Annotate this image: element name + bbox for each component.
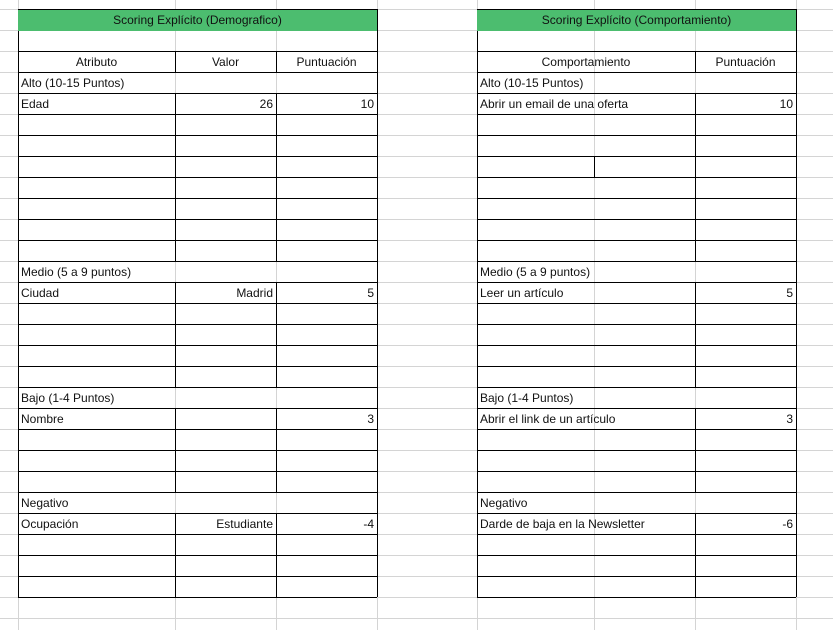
comportamiento-table-cell[interactable]: Darde de baja en la Newsletter bbox=[480, 517, 645, 531]
demografico-table-cell[interactable] bbox=[175, 157, 276, 178]
demografico-table-cell[interactable] bbox=[175, 472, 276, 493]
comportamiento-table-cell[interactable] bbox=[477, 430, 695, 451]
comportamiento-table-cell[interactable] bbox=[695, 304, 796, 325]
demografico-table-cell[interactable] bbox=[276, 136, 377, 157]
demografico-table-cell[interactable] bbox=[175, 325, 276, 346]
comportamiento-table-cell[interactable]: -6 bbox=[782, 517, 793, 531]
demografico-table-cell[interactable] bbox=[276, 178, 377, 199]
comportamiento-table-cell[interactable]: 3 bbox=[786, 412, 793, 426]
demografico-table-cell[interactable] bbox=[276, 430, 377, 451]
demografico-table-cell[interactable] bbox=[18, 472, 175, 493]
demografico-table-cell[interactable] bbox=[175, 367, 276, 388]
demografico-table-cell[interactable] bbox=[18, 304, 175, 325]
demografico-table-cell[interactable] bbox=[18, 451, 175, 472]
demografico-table-cell[interactable] bbox=[175, 409, 276, 430]
comportamiento-table-title: Scoring Explícito (Comportamiento) bbox=[477, 10, 796, 31]
demografico-section-label: Medio (5 a 9 puntos) bbox=[21, 265, 132, 279]
comportamiento-section-label: Alto (10-15 Puntos) bbox=[480, 76, 584, 90]
demografico-table-cell[interactable] bbox=[18, 325, 175, 346]
demografico-table-cell[interactable] bbox=[175, 304, 276, 325]
demografico-table-cell[interactable] bbox=[276, 115, 377, 136]
demografico-table-cell[interactable] bbox=[276, 577, 377, 598]
demografico-column-header: Valor bbox=[211, 55, 240, 69]
comportamiento-table-cell[interactable] bbox=[477, 535, 695, 556]
comportamiento-table-cell[interactable] bbox=[477, 577, 695, 598]
comportamiento-table-cell[interactable] bbox=[695, 115, 796, 136]
demografico-table-cell[interactable] bbox=[18, 178, 175, 199]
comportamiento-table-cell[interactable]: Leer un artículo bbox=[480, 286, 564, 300]
comportamiento-table-cell[interactable] bbox=[477, 325, 695, 346]
demografico-column-header: Atributo bbox=[75, 55, 118, 69]
demografico-table-cell[interactable] bbox=[18, 241, 175, 262]
demografico-table-cell[interactable]: 10 bbox=[360, 97, 374, 111]
demografico-table-cell[interactable] bbox=[276, 241, 377, 262]
demografico-table-cell[interactable]: Edad bbox=[21, 97, 50, 111]
comportamiento-table-cell[interactable] bbox=[477, 556, 695, 577]
comportamiento-table-cell[interactable] bbox=[477, 367, 695, 388]
comportamiento-table-cell[interactable] bbox=[477, 451, 695, 472]
demografico-table-cell[interactable] bbox=[276, 346, 377, 367]
comportamiento-table-cell[interactable] bbox=[695, 241, 796, 262]
demografico-table-cell[interactable] bbox=[175, 178, 276, 199]
demografico-table-cell[interactable] bbox=[276, 199, 377, 220]
comportamiento-section-label: Negativo bbox=[480, 496, 528, 510]
demografico-table-cell[interactable]: 5 bbox=[367, 286, 374, 300]
demografico-table-cell[interactable] bbox=[175, 115, 276, 136]
comportamiento-table-cell[interactable] bbox=[477, 178, 695, 199]
demografico-table-cell[interactable] bbox=[175, 556, 276, 577]
demografico-table-title: Scoring Explícito (Demografico) bbox=[18, 10, 377, 31]
comportamiento-table-cell[interactable] bbox=[477, 136, 695, 157]
comportamiento-table-cell[interactable] bbox=[695, 136, 796, 157]
comportamiento-table-cell[interactable] bbox=[477, 220, 695, 241]
demografico-table-cell[interactable] bbox=[175, 136, 276, 157]
demografico-table-cell[interactable] bbox=[18, 136, 175, 157]
demografico-section-label: Bajo (1-4 Puntos) bbox=[21, 391, 115, 405]
demografico-table-cell[interactable]: Estudiante bbox=[216, 517, 273, 531]
demografico-table-cell[interactable] bbox=[18, 220, 175, 241]
demografico-table-cell[interactable] bbox=[175, 346, 276, 367]
comportamiento-table-cell[interactable] bbox=[695, 199, 796, 220]
demografico-table-cell[interactable] bbox=[175, 535, 276, 556]
comportamiento-table-cell[interactable] bbox=[695, 577, 796, 598]
comportamiento-section-label: Medio (5 a 9 puntos) bbox=[480, 265, 591, 279]
demografico-table-cell[interactable]: Ciudad bbox=[21, 286, 60, 300]
comportamiento-table-cell[interactable]: Abrir el link de un artículo bbox=[480, 412, 616, 426]
comportamiento-table-cell[interactable] bbox=[695, 451, 796, 472]
demografico-section-label: Alto (10-15 Puntos) bbox=[21, 76, 125, 90]
demografico-table-cell[interactable] bbox=[276, 535, 377, 556]
demografico-table-cell[interactable] bbox=[175, 577, 276, 598]
demografico-section-label: Negativo bbox=[21, 496, 69, 510]
demografico-table-cell[interactable] bbox=[276, 304, 377, 325]
comportamiento-table-cell[interactable]: Abrir un email de una oferta bbox=[480, 97, 629, 111]
demografico-column-header: Puntuación bbox=[296, 55, 357, 69]
demografico-table-cell[interactable] bbox=[276, 367, 377, 388]
demografico-table-cell[interactable]: 26 bbox=[259, 97, 273, 111]
demografico-table-cell[interactable] bbox=[18, 199, 175, 220]
demografico-table-cell[interactable] bbox=[18, 430, 175, 451]
comportamiento-column-header: Puntuación bbox=[715, 55, 776, 69]
demografico-table-cell[interactable] bbox=[276, 472, 377, 493]
demografico-table-cell[interactable] bbox=[18, 535, 175, 556]
demografico-table-cell[interactable]: Ocupación bbox=[21, 517, 79, 531]
comportamiento-table-cell[interactable] bbox=[477, 241, 695, 262]
comportamiento-table-cell[interactable] bbox=[477, 346, 695, 367]
demografico-table-cell[interactable] bbox=[175, 451, 276, 472]
demografico-table-cell[interactable]: Madrid bbox=[236, 286, 273, 300]
demografico-table-cell[interactable]: Nombre bbox=[21, 412, 64, 426]
comportamiento-table-cell[interactable] bbox=[695, 556, 796, 577]
demografico-table-cell[interactable] bbox=[276, 157, 377, 178]
comportamiento-table-cell[interactable] bbox=[695, 346, 796, 367]
demografico-table-cell[interactable] bbox=[18, 367, 175, 388]
comportamiento-column-header: Comportamiento bbox=[541, 55, 631, 69]
demografico-table-cell[interactable] bbox=[18, 157, 175, 178]
comportamiento-table-cell[interactable]: 5 bbox=[786, 286, 793, 300]
demografico-table-cell[interactable] bbox=[18, 346, 175, 367]
comportamiento-table-cell[interactable] bbox=[695, 367, 796, 388]
demografico-table-cell[interactable] bbox=[18, 115, 175, 136]
demografico-table-cell[interactable] bbox=[276, 556, 377, 577]
comportamiento-table-cell[interactable] bbox=[695, 157, 796, 178]
comportamiento-table-cell[interactable] bbox=[695, 325, 796, 346]
comportamiento-section-label: Bajo (1-4 Puntos) bbox=[480, 391, 574, 405]
demografico-table-cell[interactable] bbox=[18, 577, 175, 598]
demografico-table-cell[interactable] bbox=[276, 325, 377, 346]
demografico-table-cell[interactable] bbox=[175, 199, 276, 220]
demografico-table-cell[interactable] bbox=[175, 241, 276, 262]
demografico-table-cell[interactable] bbox=[175, 220, 276, 241]
demografico-table-cell[interactable]: 3 bbox=[367, 412, 374, 426]
demografico-table-cell[interactable] bbox=[18, 556, 175, 577]
demografico-table-cell[interactable] bbox=[276, 220, 377, 241]
comportamiento-table-cell[interactable] bbox=[477, 157, 695, 178]
comportamiento-table-cell[interactable] bbox=[695, 220, 796, 241]
comportamiento-table-cell[interactable] bbox=[695, 178, 796, 199]
comportamiento-table-cell[interactable] bbox=[695, 472, 796, 493]
comportamiento-table-cell[interactable]: 10 bbox=[779, 97, 793, 111]
comportamiento-table-cell[interactable] bbox=[477, 115, 695, 136]
comportamiento-table-cell[interactable] bbox=[695, 430, 796, 451]
comportamiento-table-cell[interactable] bbox=[477, 199, 695, 220]
demografico-table-cell[interactable] bbox=[175, 430, 276, 451]
demografico-table-cell[interactable]: -4 bbox=[363, 517, 374, 531]
demografico-table-cell[interactable] bbox=[276, 451, 377, 472]
comportamiento-table-cell[interactable] bbox=[695, 535, 796, 556]
comportamiento-table-cell[interactable] bbox=[477, 472, 695, 493]
comportamiento-table-cell[interactable] bbox=[477, 304, 695, 325]
